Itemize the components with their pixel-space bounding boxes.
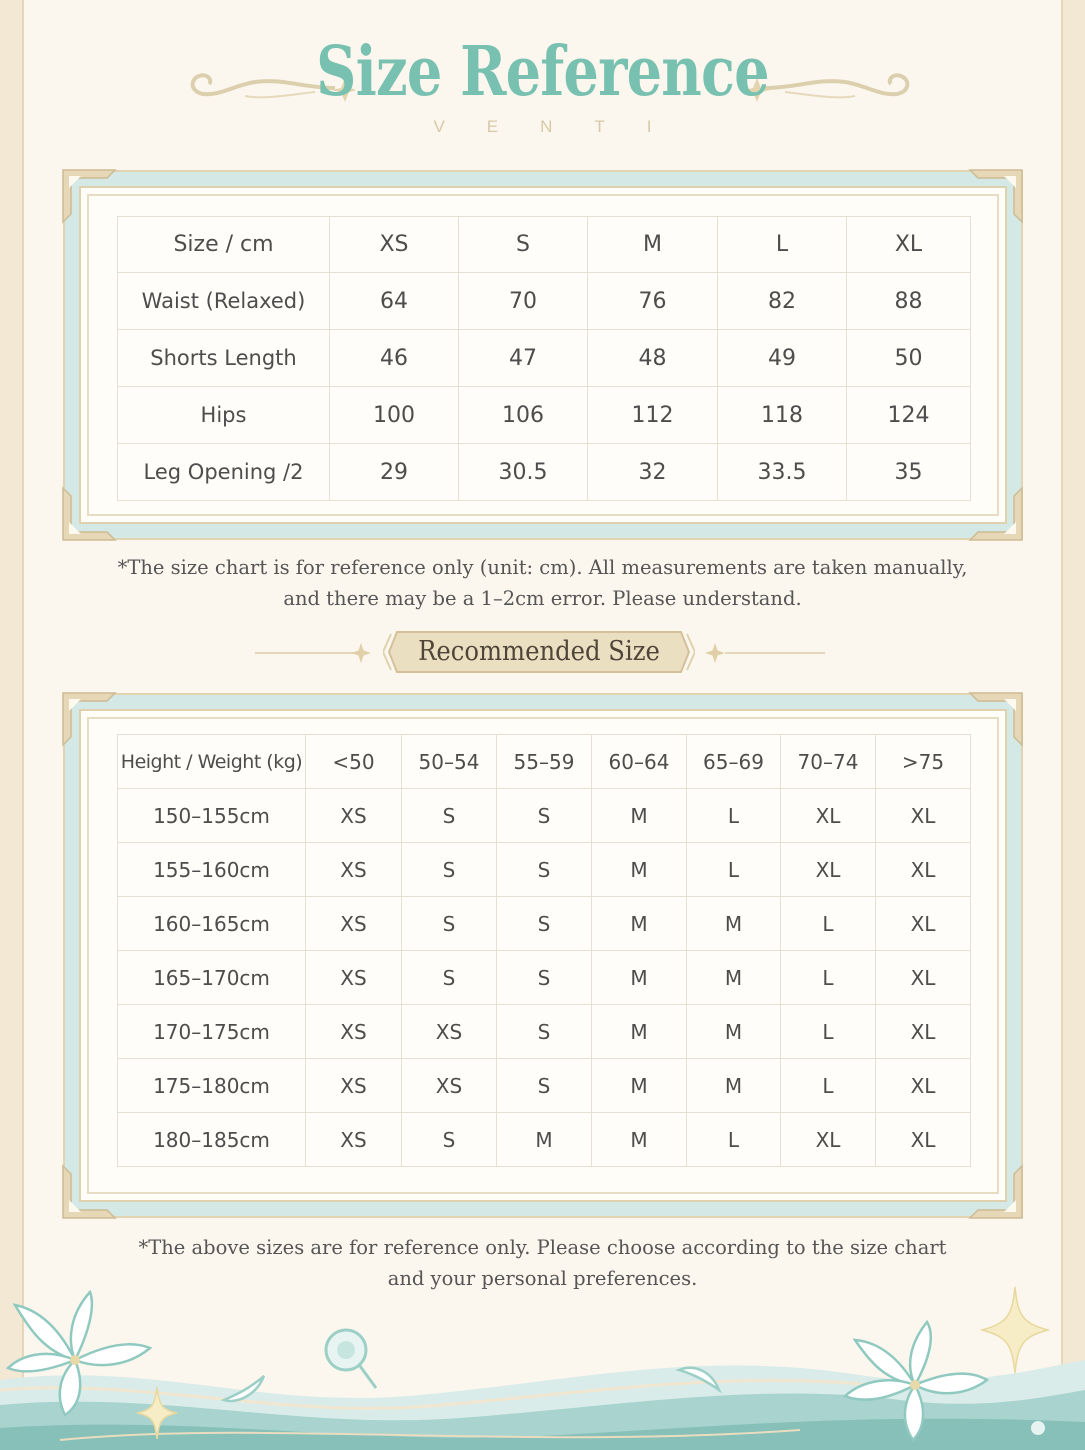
corner-ornament-top-left (61, 168, 117, 224)
table-cell: 106 (459, 387, 588, 444)
sparkle-icon (350, 642, 372, 664)
table-row (118, 1113, 971, 1167)
table-cell: XS (306, 843, 402, 897)
row-label: Waist (Relaxed) (118, 273, 330, 330)
table-row (118, 951, 971, 1005)
table-cell: XS (306, 1005, 402, 1059)
table-cell: 32 (588, 444, 718, 501)
size-chart-note-line2: and there may be a 1–2cm error. Please understand. (283, 587, 802, 610)
corner-ornament-bottom-left (61, 486, 117, 542)
table-cell: 33.5 (718, 444, 847, 501)
row-label: 150–155cm (118, 789, 306, 843)
dot-decoration (1028, 1418, 1048, 1438)
table-cell: 46 (330, 330, 459, 387)
recommended-header-row (118, 735, 971, 789)
column-header: 65–69 (687, 735, 781, 789)
table-row (118, 789, 971, 843)
recommended-note (0, 1232, 1085, 1294)
recommended-size-table (117, 734, 971, 1167)
column-header: M (588, 217, 718, 273)
table-cell: 100 (330, 387, 459, 444)
table-cell: XL (876, 789, 971, 843)
sparkle-star-icon (980, 1285, 1050, 1375)
table-cell: XS (306, 789, 402, 843)
table-cell: S (497, 843, 592, 897)
table-cell: S (402, 1113, 497, 1167)
table-cell: XL (876, 951, 971, 1005)
table-cell: XL (876, 843, 971, 897)
table-cell: M (687, 897, 781, 951)
column-header: XL (847, 217, 971, 273)
table-cell: 76 (588, 273, 718, 330)
table-row (118, 444, 971, 501)
recommended-note-line2: and your personal preferences. (387, 1267, 698, 1290)
table-cell: 64 (330, 273, 459, 330)
table-row (118, 1005, 971, 1059)
table-cell: 82 (718, 273, 847, 330)
table-cell: 35 (847, 444, 971, 501)
size-chart-table (117, 216, 971, 501)
row-label: 155–160cm (118, 843, 306, 897)
table-cell: XL (876, 1005, 971, 1059)
table-cell: S (497, 1059, 592, 1113)
table-cell: XS (306, 951, 402, 1005)
table-cell: M (592, 1005, 687, 1059)
column-header: >75 (876, 735, 971, 789)
table-cell: 50 (847, 330, 971, 387)
table-cell: 88 (847, 273, 971, 330)
page-title: Size Reference (316, 32, 769, 112)
recommended-right-line (725, 652, 825, 654)
table-cell: XL (781, 789, 876, 843)
row-label: Leg Opening /2 (118, 444, 330, 501)
corner-ornament-top-left (61, 691, 117, 747)
row-label: 180–185cm (118, 1113, 306, 1167)
table-cell: S (497, 951, 592, 1005)
column-header: 50–54 (402, 735, 497, 789)
table-cell: XS (402, 1005, 497, 1059)
corner-ornament-bottom-left (61, 1164, 117, 1220)
dandelion-icon (320, 1326, 380, 1392)
table-cell: M (592, 897, 687, 951)
corner-ornament-top-right (968, 168, 1024, 224)
table-cell: XS (402, 1059, 497, 1113)
table-cell: XL (781, 843, 876, 897)
table-cell: M (592, 789, 687, 843)
table-cell: M (592, 843, 687, 897)
row-label: 160–165cm (118, 897, 306, 951)
column-header: <50 (306, 735, 402, 789)
table-cell: XS (306, 1059, 402, 1113)
row-label: 175–180cm (118, 1059, 306, 1113)
table-cell: 29 (330, 444, 459, 501)
table-cell: M (592, 951, 687, 1005)
table-cell: 124 (847, 387, 971, 444)
table-cell: S (497, 897, 592, 951)
column-header: 60–64 (592, 735, 687, 789)
table-cell: 112 (588, 387, 718, 444)
table-row (118, 897, 971, 951)
table-cell: S (402, 951, 497, 1005)
table-row (118, 273, 971, 330)
table-cell: M (497, 1113, 592, 1167)
column-header: 55–59 (497, 735, 592, 789)
table-cell: XL (876, 1113, 971, 1167)
table-cell: S (497, 789, 592, 843)
table-cell: 30.5 (459, 444, 588, 501)
corner-ornament-top-right (968, 691, 1024, 747)
table-cell: M (687, 1059, 781, 1113)
recommended-note-line1: *The above sizes are for reference only. Please choose according to the size chart (138, 1236, 947, 1259)
sparkle-icon (704, 642, 726, 664)
recommended-left-line (255, 652, 355, 654)
table-cell: L (687, 789, 781, 843)
table-cell: L (781, 1005, 876, 1059)
sparkle-star-icon (135, 1385, 179, 1441)
column-header: S (459, 217, 588, 273)
row-label: Hips (118, 387, 330, 444)
column-header: XS (330, 217, 459, 273)
size-chart-header-row (118, 217, 971, 273)
lily-flower-icon (835, 1320, 995, 1445)
column-header: Size / cm (118, 217, 330, 273)
table-cell: M (687, 1005, 781, 1059)
table-cell: 48 (588, 330, 718, 387)
column-header: Height / Weight (kg) (118, 735, 306, 789)
table-row (118, 330, 971, 387)
table-cell: M (592, 1113, 687, 1167)
table-cell: L (687, 1113, 781, 1167)
table-cell: XL (876, 1059, 971, 1113)
size-chart-note (0, 552, 1085, 614)
table-cell: S (497, 1005, 592, 1059)
table-cell: M (687, 951, 781, 1005)
table-cell: XL (876, 897, 971, 951)
page-subtitle: VENTI (433, 117, 694, 136)
table-cell: L (687, 843, 781, 897)
row-label: Shorts Length (118, 330, 330, 387)
table-cell: S (402, 789, 497, 843)
table-row (118, 843, 971, 897)
table-cell: S (402, 843, 497, 897)
recommended-size-title: Recommended Size (418, 636, 660, 667)
column-header: 70–74 (781, 735, 876, 789)
table-cell: S (402, 897, 497, 951)
table-cell: L (781, 1059, 876, 1113)
leaf-petal-icon (675, 1360, 725, 1400)
table-cell: XS (306, 897, 402, 951)
size-chart-note-line1: *The size chart is for reference only (unit: cm). All measurements are taken manually, (117, 556, 968, 579)
table-cell: 118 (718, 387, 847, 444)
table-row (118, 1059, 971, 1113)
corner-ornament-bottom-right (968, 486, 1024, 542)
table-cell: L (781, 897, 876, 951)
table-cell: 47 (459, 330, 588, 387)
table-row (118, 387, 971, 444)
table-cell: L (781, 951, 876, 1005)
row-label: 170–175cm (118, 1005, 306, 1059)
row-label: 165–170cm (118, 951, 306, 1005)
table-cell: 70 (459, 273, 588, 330)
table-cell: M (592, 1059, 687, 1113)
corner-ornament-bottom-right (968, 1164, 1024, 1220)
table-cell: XL (781, 1113, 876, 1167)
table-cell: 49 (718, 330, 847, 387)
leaf-petal-icon (220, 1370, 270, 1410)
table-cell: XS (306, 1113, 402, 1167)
column-header: L (718, 217, 847, 273)
